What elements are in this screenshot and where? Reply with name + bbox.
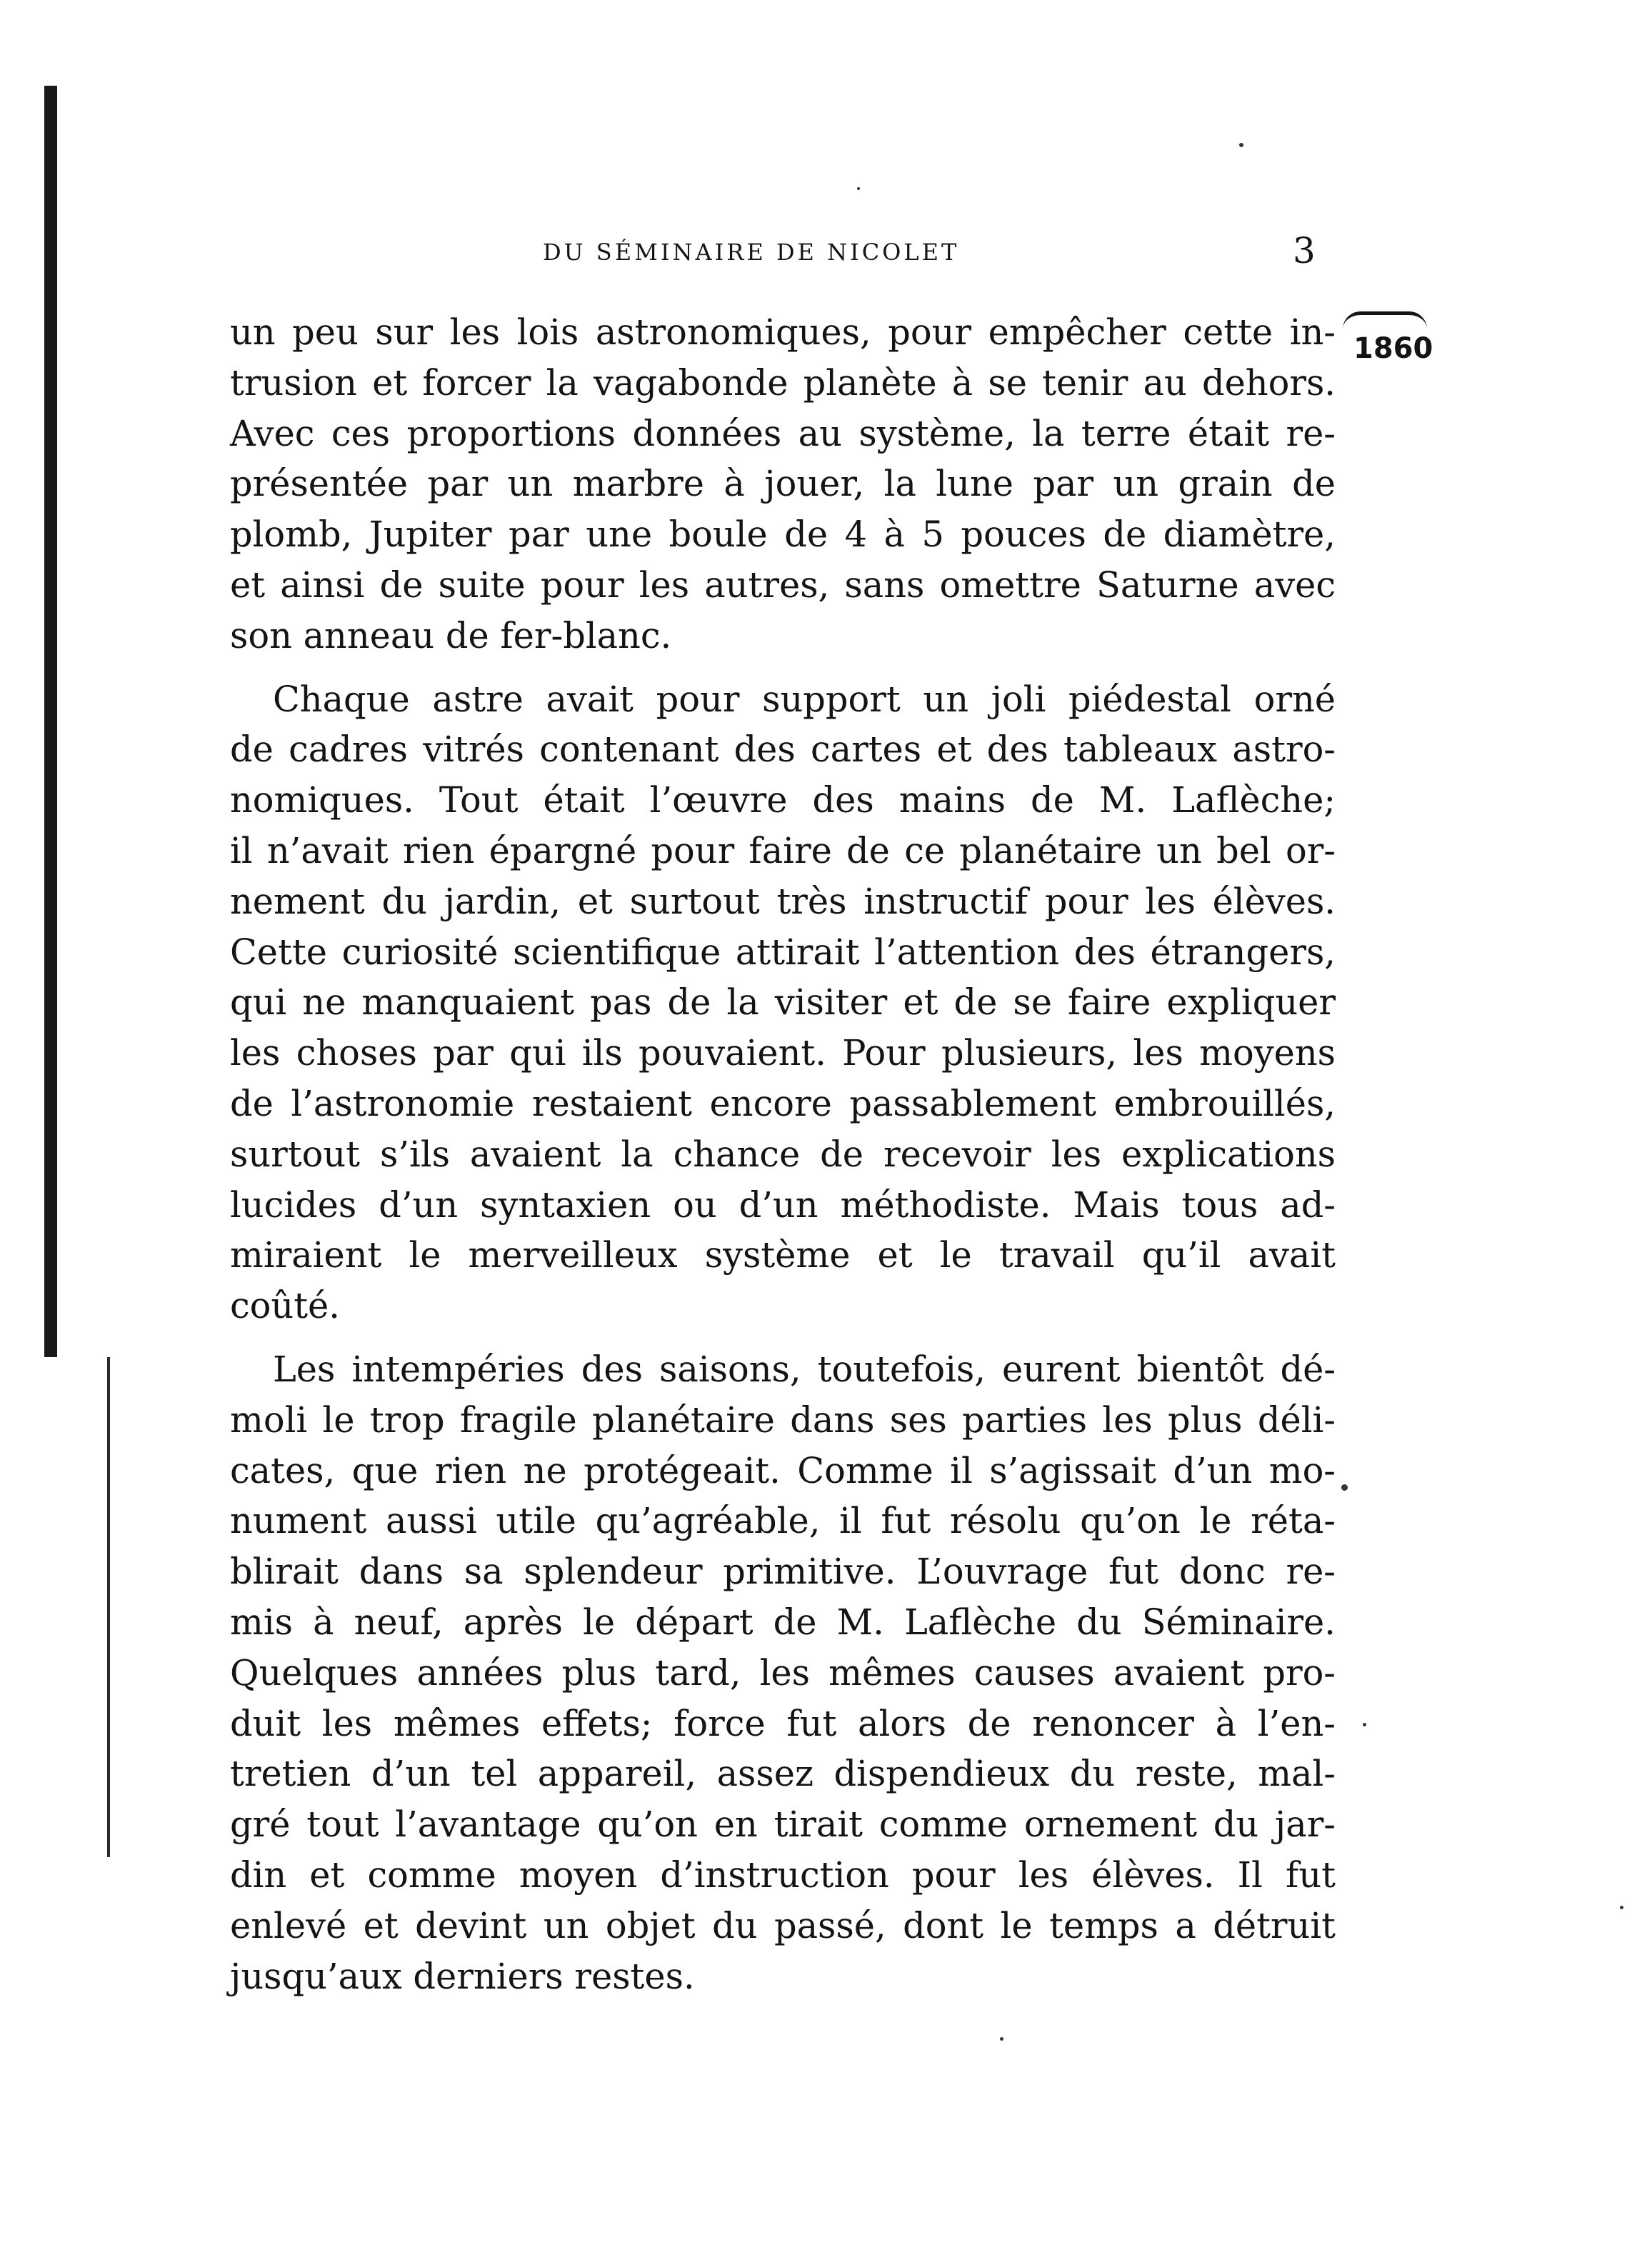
text-line: coûté. bbox=[230, 1285, 340, 1327]
text-line: mis à neuf, après le départ de M. Laflèche du Séminaire. bbox=[230, 1601, 1336, 1643]
paragraph-2 bbox=[230, 674, 1336, 1331]
text-line: jusqu’aux derniers restes. bbox=[230, 1955, 695, 1997]
text-line: nement du jardin, et surtout très instructif pour les élèves. bbox=[230, 880, 1336, 922]
scan-speck bbox=[857, 187, 860, 190]
paragraph-gap bbox=[230, 1331, 1336, 1344]
page-binding-edge-lower bbox=[107, 1357, 110, 1857]
text-line: un peu sur les lois astronomiques, pour empêcher cette in- bbox=[230, 311, 1336, 353]
text-line: tretien d’un tel appareil, assez dispendieux du reste, mal- bbox=[230, 1753, 1336, 1795]
scan-speck bbox=[1341, 1484, 1348, 1491]
text-line: moli le trop fragile planétaire dans ses parties les plus déli- bbox=[230, 1399, 1336, 1441]
text-line: de cadres vitrés contenant des cartes et des tableaux astro- bbox=[230, 729, 1336, 771]
text-line: Les intempéries des saisons, toutefois, eurent bientôt dé- bbox=[273, 1348, 1336, 1390]
text-line: duit les mêmes effets; force fut alors de renoncer à l’en- bbox=[230, 1702, 1336, 1744]
text-line: son anneau de fer-blanc. bbox=[230, 614, 672, 656]
text-line: gré tout l’avantage qu’on en tirait comme ornement du jar- bbox=[230, 1804, 1336, 1846]
text-line: trusion et forcer la vagabonde planète à se tenir au dehors. bbox=[230, 361, 1336, 404]
text-line: blirait dans sa splendeur primitive. L’ouvrage fut donc re- bbox=[230, 1551, 1336, 1593]
text-line: lucides d’un syntaxien ou d’un méthodiste. Mais tous ad- bbox=[230, 1184, 1336, 1226]
text-line: nument aussi utile qu’agréable, il fut résolu qu’on le réta- bbox=[230, 1500, 1336, 1542]
scan-speck bbox=[1239, 143, 1243, 147]
paragraph-gap bbox=[230, 661, 1336, 674]
text-line: et ainsi de suite pour les autres, sans omettre Saturne avec bbox=[230, 564, 1336, 606]
page-binding-edge bbox=[44, 86, 57, 1357]
text-line: Avec ces proportions données au système, la terre était re- bbox=[230, 412, 1336, 454]
running-title: DU SÉMINAIRE DE NICOLET bbox=[543, 239, 960, 266]
text-line: présentée par un marbre à jouer, la lune par un grain de bbox=[230, 463, 1336, 505]
text-line: plomb, Jupiter par une boule de 4 à 5 pouces de diamètre, bbox=[230, 514, 1336, 556]
scan-speck bbox=[1363, 1723, 1366, 1726]
page-text bbox=[230, 307, 1336, 2001]
text-line: cates, que rien ne protégeait. Comme il s’agissait d’un mo- bbox=[230, 1449, 1336, 1491]
paragraph-1 bbox=[230, 307, 1336, 661]
text-line: les choses par qui ils pouvaient. Pour plusieurs, les moyens bbox=[230, 1032, 1336, 1074]
text-line: de l’astronomie restaient encore passablement embrouillés, bbox=[230, 1082, 1336, 1124]
margin-bracket bbox=[1343, 311, 1427, 329]
scan-speck bbox=[1000, 2037, 1003, 2041]
text-line: surtout s’ils avaient la chance de recevoir les explications bbox=[230, 1133, 1336, 1175]
margin-year-note: 1860 bbox=[1353, 332, 1433, 365]
text-line: Chaque astre avait pour support un joli piédestal orné bbox=[273, 678, 1336, 720]
scan-speck bbox=[1620, 1906, 1623, 1909]
text-line: Cette curiosité scientifique attirait l’attention des étrangers, bbox=[230, 931, 1336, 973]
text-line: qui ne manquaient pas de la visiter et de se faire expliquer bbox=[230, 981, 1336, 1024]
text-line: din et comme moyen d’instruction pour les élèves. Il fut bbox=[230, 1854, 1336, 1896]
text-line: miraient le merveilleux système et le travail qu’il avait bbox=[230, 1234, 1336, 1276]
text-line: enlevé et devint un objet du passé, dont le temps a détruit bbox=[230, 1904, 1336, 1946]
paragraph-3 bbox=[230, 1344, 1336, 2001]
text-line: nomiques. Tout était l’œuvre des mains de M. Laflèche; bbox=[230, 779, 1336, 821]
text-line: Quelques années plus tard, les mêmes causes avaient pro- bbox=[230, 1651, 1336, 1694]
page-number: 3 bbox=[1293, 230, 1316, 271]
text-line: il n’avait rien épargné pour faire de ce planétaire un bel or- bbox=[230, 829, 1336, 871]
